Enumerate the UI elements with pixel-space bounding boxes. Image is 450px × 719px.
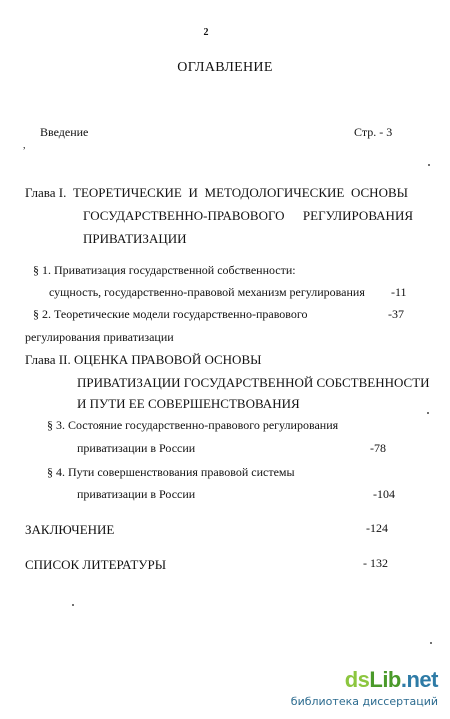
toc-conclusion-label: ЗАКЛЮЧЕНИЕ: [25, 522, 115, 537]
toc-section2-line2: регулирования приватизации: [25, 330, 174, 344]
scan-speck: [427, 412, 429, 414]
toc-chapter1-line3: ПРИВАТИЗАЦИИ: [83, 231, 187, 246]
scan-speck: [72, 604, 74, 606]
scan-speck: [430, 642, 432, 644]
chapter1-label: Глава I.: [25, 185, 67, 200]
toc-section2-line1: § 2. Теоретические модели государственно-правового: [33, 307, 308, 321]
page-number: 2: [203, 27, 209, 38]
chapter1-word-4: ОСНОВЫ: [350, 185, 408, 200]
toc-chapter1-line1: [25, 185, 408, 201]
chapter1-word-6: РЕГУЛИРОВАНИЯ: [302, 208, 413, 223]
chapter1-word-3: МЕТОДОЛОГИЧЕСКИЕ: [204, 185, 345, 200]
toc-section1-line2: сущность, государственно-правовой механизм регулирования: [49, 285, 365, 299]
logo-part-net: .net: [400, 667, 438, 692]
toc-section2-page: -37: [388, 307, 404, 321]
toc-intro-page: Стр. - 3: [354, 125, 393, 139]
dslib-watermark: [290, 667, 442, 711]
toc-chapter2-line1: Глава II. ОЦЕНКА ПРАВОВОЙ ОСНОВЫ: [25, 352, 262, 367]
logo-part-lib: Lib: [369, 667, 401, 692]
chapter1-word-5: ГОСУДАРСТВЕННО-ПРАВОВОГО: [83, 208, 285, 223]
watermark-subtitle: библиотека диссертаций: [290, 695, 438, 708]
toc-bibliography-page: - 132: [363, 556, 388, 570]
chapter1-word-1: ТЕОРЕТИЧЕСКИЕ: [73, 185, 182, 200]
toc-section4-line1: § 4. Пути совершенствования правовой системы: [47, 465, 295, 479]
scan-speck: [428, 164, 430, 166]
toc-conclusion-page: -124: [366, 521, 388, 535]
toc-section3-page: -78: [370, 441, 386, 455]
toc-section1-page: -11: [391, 285, 407, 299]
toc-chapter2-line2: ПРИВАТИЗАЦИИ ГОСУДАРСТВЕННОЙ СОБСТВЕННОСТИ: [77, 375, 430, 390]
toc-chapter2-line3: И ПУТИ ЕЕ СОВЕРШЕНСТВОВАНИЯ: [77, 396, 300, 411]
page-title: ОГЛАВЛЕНИЕ: [177, 60, 273, 75]
dslib-logo: [345, 667, 438, 693]
stray-mark: ,: [23, 140, 26, 151]
toc-section4-line2: приватизации в России: [77, 487, 196, 501]
toc-bibliography-label: СПИСОК ЛИТЕРАТУРЫ: [25, 557, 167, 572]
toc-intro-label: Введение: [40, 125, 89, 139]
toc-section3-line1: § 3. Состояние государственно-правового регулирования: [47, 418, 339, 432]
toc-section4-page: -104: [373, 487, 395, 501]
toc-section1-line1: § 1. Приватизация государственной собственности:: [33, 263, 296, 277]
chapter1-word-2: И: [188, 185, 198, 200]
toc-section3-line2: приватизации в России: [77, 441, 196, 455]
logo-part-ds: ds: [344, 667, 370, 692]
toc-chapter1-line2: [83, 208, 413, 224]
